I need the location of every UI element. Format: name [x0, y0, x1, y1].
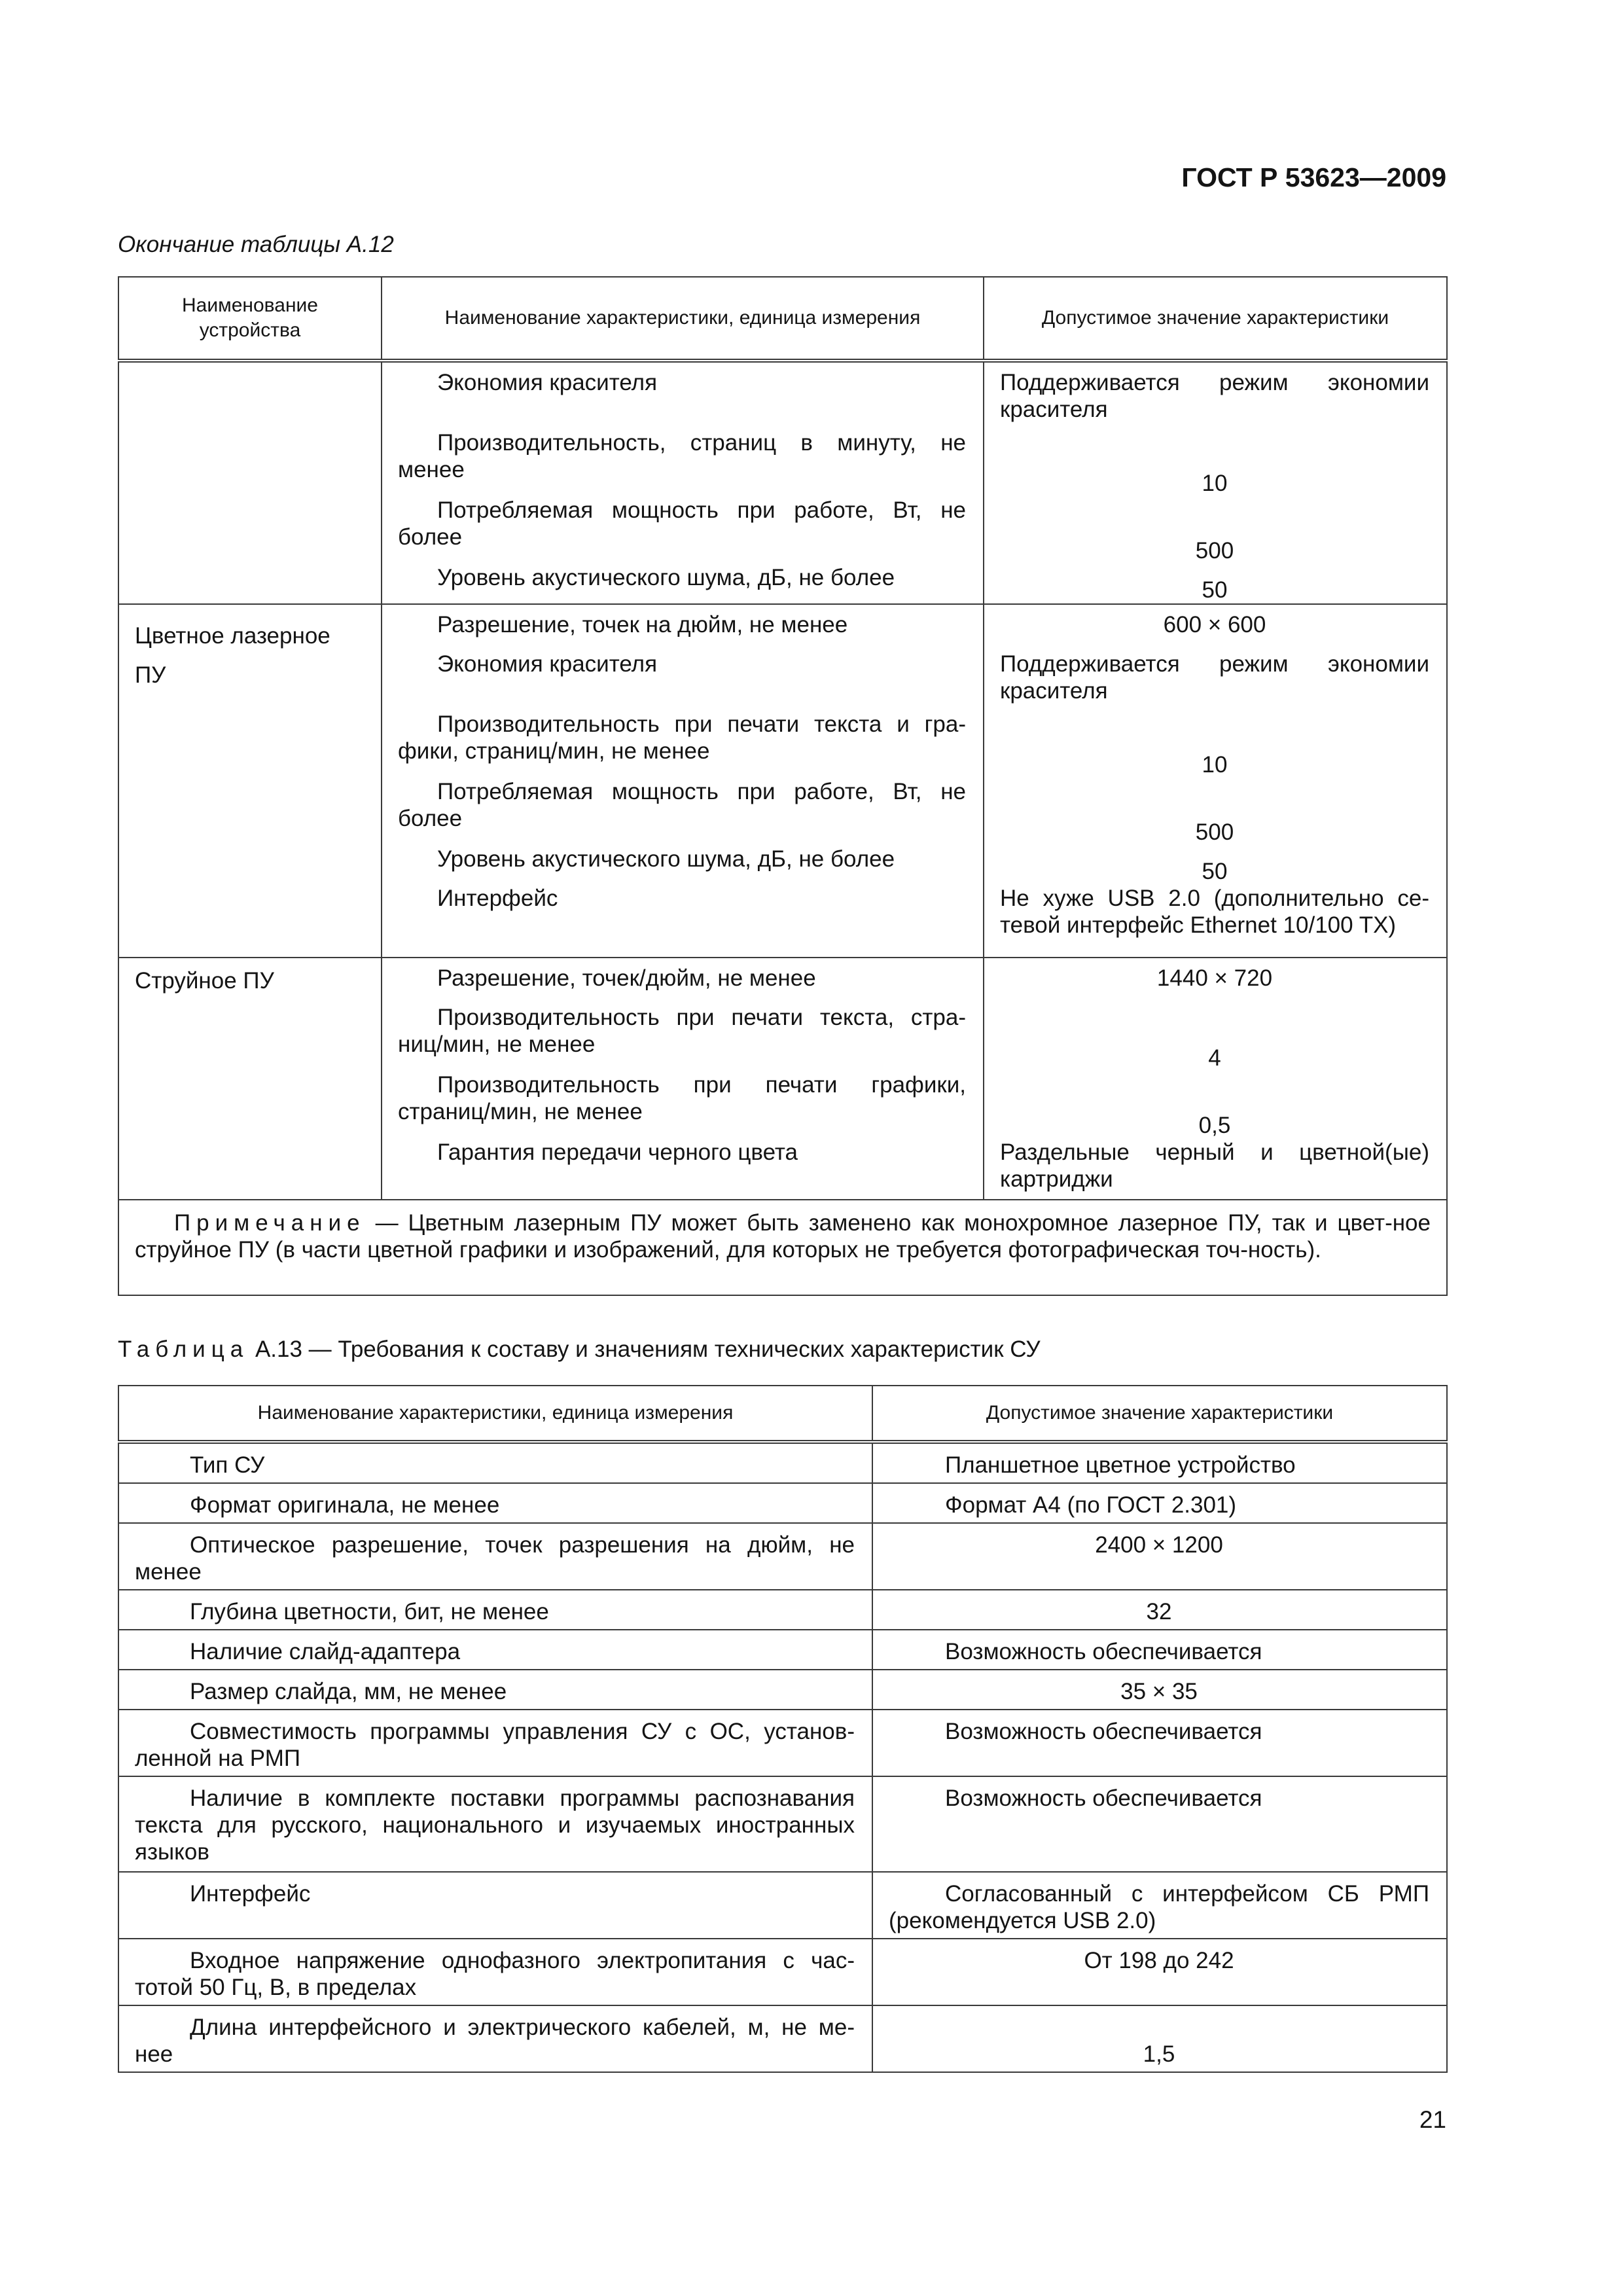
table-row	[118, 1590, 1447, 1630]
characteristic-name: Интерфейс	[437, 886, 558, 911]
characteristic-value: 1440 × 720	[1156, 965, 1273, 991]
document-id: ГОСТ Р 53623—2009	[1181, 162, 1446, 192]
note-lead: Примечание	[174, 1210, 366, 1236]
characteristic-name: Тип СУ	[118, 1442, 872, 1483]
col-header-value: Допустимое значение характеристики	[984, 277, 1447, 361]
characteristic-name: Глубина цветности, бит, не менее	[118, 1590, 872, 1630]
table-row	[118, 2005, 1447, 2072]
page-number: 21	[1419, 2106, 1446, 2133]
table-note	[118, 1200, 1447, 1295]
characteristic-value: 50	[1202, 577, 1228, 603]
characteristic-name: Уровень акустического шума, дБ, не более	[437, 565, 895, 590]
characteristic-value: 10	[1202, 752, 1228, 778]
characteristic-name: Входное напряжение однофазного электропитания с час-тотой 50 Гц, В, в пределах	[118, 1939, 872, 2005]
table-row	[118, 1939, 1447, 2005]
characteristic-value: 4	[1208, 1045, 1221, 1071]
characteristic-name: Размер слайда, мм, не менее	[118, 1670, 872, 1710]
table-row	[118, 361, 1447, 604]
characteristic-value: Возможность обеспечивается	[872, 1630, 1447, 1670]
characteristic-cell	[382, 604, 984, 958]
characteristic-cell	[382, 361, 984, 604]
characteristic-value: От 198 до 242	[872, 1939, 1447, 2005]
characteristic-name: Наличие в комплекте поставки программы распознавания текста для русского, национального и изучаемых иностранных языков	[118, 1776, 872, 1872]
col-header-characteristic: Наименование характеристики, единица измерения	[382, 277, 984, 361]
characteristic-name: Производительность при печати графики, страниц/мин, не менее	[398, 1072, 966, 1124]
table-row	[118, 1710, 1447, 1776]
table-row	[118, 1483, 1447, 1523]
table-a12	[118, 276, 1448, 1296]
characteristic-name: Экономия красителя	[437, 370, 658, 395]
characteristic-value: 600 × 600	[1163, 612, 1266, 637]
characteristic-value: 50	[1202, 859, 1228, 884]
characteristic-value: 35 × 35	[872, 1670, 1447, 1710]
characteristic-name: Производительность при печати текста и гра-фики, страниц/мин, не менее	[398, 711, 966, 764]
col-header-device: Наименование устройства	[118, 277, 382, 361]
characteristic-value: Не хуже USB 2.0 (дополнительно се-тевой интерфейс Ethernet 10/100 TX)	[1000, 886, 1429, 938]
characteristic-name: Разрешение, точек на дюйм, не менее	[437, 612, 848, 637]
characteristic-value: Возможность обеспечивается	[872, 1710, 1447, 1776]
characteristic-value: 500	[1195, 538, 1234, 564]
characteristic-name: Экономия красителя	[437, 651, 658, 677]
table-row	[118, 1630, 1447, 1670]
characteristic-name: Потребляемая мощность при работе, Вт, не более	[398, 779, 966, 831]
characteristic-cell	[382, 958, 984, 1200]
device-cell: Цветное лазерное ПУ	[118, 604, 382, 958]
col-header-value: Допустимое значение характеристики	[872, 1386, 1447, 1442]
characteristic-value: 500	[1195, 819, 1234, 845]
value-cell	[984, 958, 1447, 1200]
table-a13	[118, 1385, 1448, 2073]
characteristic-value: Согласованный с интерфейсом СБ РМП (рекомендуется USB 2.0)	[872, 1872, 1447, 1939]
table-row	[118, 1523, 1447, 1590]
note-text: — Цветным лазерным ПУ может быть заменено как монохромное лазерное ПУ, так и цвет-ное струйное ПУ (в части цветной графики и изображений, для которых не требуется фотографическая точ-ность).	[135, 1210, 1431, 1263]
table-row	[118, 1442, 1447, 1483]
table-a13-title: Таблица А.13 — Требования к составу и значениям технических характеристик СУ	[118, 1336, 1041, 1362]
table-row	[118, 1872, 1447, 1939]
device-cell	[118, 361, 382, 604]
characteristic-value: Поддерживается режим экономии красителя	[1000, 370, 1429, 422]
value-cell	[984, 361, 1447, 604]
characteristic-name: Уровень акустического шума, дБ, не более	[437, 846, 895, 872]
characteristic-name: Потребляемая мощность при работе, Вт, не более	[398, 497, 966, 550]
table-row	[118, 604, 1447, 958]
characteristic-name: Производительность, страниц в минуту, не менее	[398, 430, 966, 482]
table-row	[118, 1670, 1447, 1710]
characteristic-name: Оптическое разрешение, точек разрешения на дюйм, не менее	[118, 1523, 872, 1590]
characteristic-value: Раздельные черный и цветной(ые) картриджи	[1000, 1139, 1429, 1192]
characteristic-value: 32	[872, 1590, 1447, 1630]
characteristic-name: Производительность при печати текста, стра-ниц/мин, не менее	[398, 1005, 966, 1057]
characteristic-value: Планшетное цветное устройство	[872, 1442, 1447, 1483]
characteristic-name: Наличие слайд-адаптера	[118, 1630, 872, 1670]
characteristic-value: 2400 × 1200	[872, 1523, 1447, 1590]
table-row	[118, 1776, 1447, 1872]
characteristic-value: Формат А4 (по ГОСТ 2.301)	[872, 1483, 1447, 1523]
col-header-characteristic: Наименование характеристики, единица измерения	[118, 1386, 872, 1442]
characteristic-value: 10	[1202, 471, 1228, 496]
characteristic-name: Интерфейс	[118, 1872, 872, 1939]
characteristic-name: Разрешение, точек/дюйм, не менее	[437, 965, 816, 991]
characteristic-name: Длина интерфейсного и электрического кабелей, м, не ме-нее	[118, 2005, 872, 2072]
value-cell	[984, 604, 1447, 958]
characteristic-value: 1,5	[872, 2005, 1447, 2072]
characteristic-value: Возможность обеспечивается	[872, 1776, 1447, 1872]
table-row	[118, 958, 1447, 1200]
characteristic-name: Совместимость программы управления СУ с ОС, установ-ленной на РМП	[118, 1710, 872, 1776]
device-cell: Струйное ПУ	[118, 958, 382, 1200]
table-continuation-caption: Окончание таблицы А.12	[118, 232, 394, 257]
characteristic-name: Гарантия передачи черного цвета	[437, 1139, 798, 1165]
characteristic-value: 0,5	[1198, 1113, 1231, 1138]
characteristic-name: Формат оригинала, не менее	[118, 1483, 872, 1523]
characteristic-value: Поддерживается режим экономии красителя	[1000, 651, 1429, 704]
table-note-row	[118, 1200, 1447, 1295]
